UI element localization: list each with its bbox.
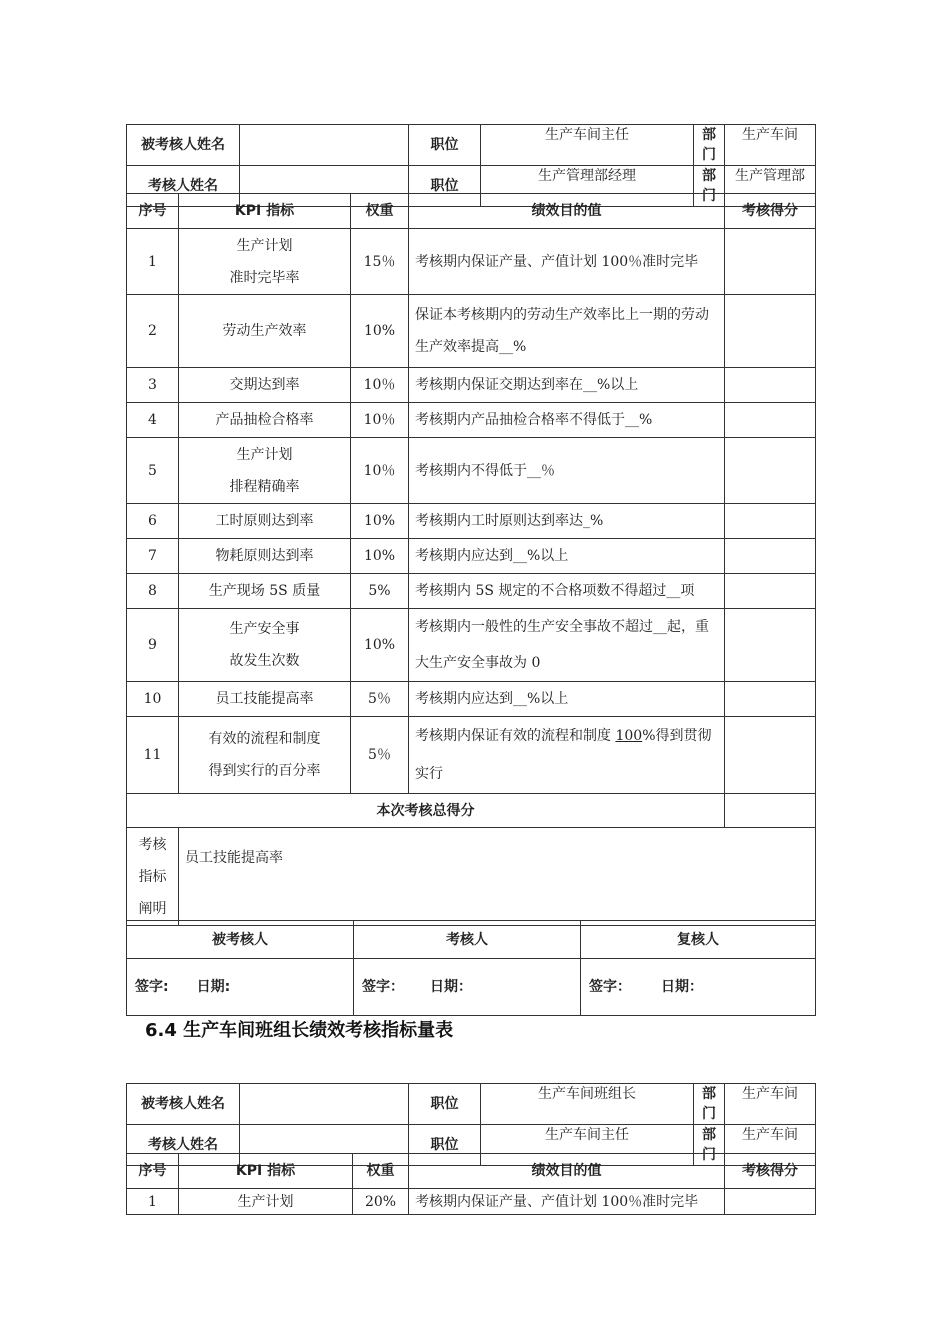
date-label: 日期： <box>661 979 703 995</box>
assessee-dept-value: 生产车间 <box>725 1084 816 1125</box>
date-label: 日期： <box>430 979 472 995</box>
header-target: 绩效目的值 <box>409 194 725 229</box>
assessee-name-label: 被考核人姓名 <box>127 125 240 166</box>
dept-label: 部门 <box>694 166 725 207</box>
row-kpi <box>179 609 351 682</box>
sign-label: 签字： <box>589 979 631 995</box>
assessor-position-value: 生产管理部经理 <box>481 166 694 207</box>
kpi-line: 准时完毕率 <box>229 269 300 286</box>
row-no: 7 <box>127 539 179 574</box>
row-target: 考核期内一般性的生产安全事故不超过__起，重大生产安全事故为 0 <box>409 609 725 682</box>
row-weight: 10％ <box>351 368 409 403</box>
assessee-name-label: 被考核人姓名 <box>127 1084 240 1125</box>
row-target: 考核期内保证产量、产值计划 100％准时完毕 <box>409 1189 725 1215</box>
position-label: 职位 <box>409 125 481 166</box>
header-kpi: KPI 指标 <box>179 194 351 229</box>
row-no: 1 <box>127 229 179 295</box>
header-target: 绩效目的值 <box>409 1154 725 1189</box>
row-score[interactable] <box>725 403 816 438</box>
assessor-position-value: 生产车间主任 <box>481 1125 694 1166</box>
sign-header-assessee: 被考核人 <box>127 921 354 959</box>
row-score[interactable] <box>725 295 816 368</box>
sign-header-reviewer: 复核人 <box>581 921 816 959</box>
row-no: 2 <box>127 295 179 368</box>
row-kpi <box>179 229 351 295</box>
row-kpi: 劳动生产效率 <box>179 295 351 368</box>
target-text: %得到贯彻实行 <box>415 728 712 782</box>
row-no: 4 <box>127 403 179 438</box>
row-weight: 15％ <box>351 229 409 295</box>
header-no: 序号 <box>127 1154 179 1189</box>
assessee-name-field[interactable] <box>240 125 409 166</box>
row-no: 8 <box>127 574 179 609</box>
kpi-line: 排程精确率 <box>229 478 300 495</box>
row-kpi: 产品抽检合格率 <box>179 403 351 438</box>
note-label-line: 考核 <box>138 836 167 853</box>
table-row <box>127 403 816 438</box>
header-score: 考核得分 <box>725 1154 816 1189</box>
header-weight: 权重 <box>351 194 409 229</box>
note-label-line: 阐明 <box>138 900 167 917</box>
row-kpi: 员工技能提高率 <box>179 682 351 717</box>
row-weight: 10％ <box>351 438 409 504</box>
row-no: 3 <box>127 368 179 403</box>
row-no: 9 <box>127 609 179 682</box>
kpi-table-workshop-director-body <box>126 193 816 926</box>
table-row <box>127 539 816 574</box>
target-underlined: 100 <box>615 728 643 744</box>
sign-cell-assessor[interactable] <box>354 959 581 1016</box>
row-target: 保证本考核期内的劳动生产效率比上一期的劳动生产效率提高__% <box>409 295 725 368</box>
header-no: 序号 <box>127 194 179 229</box>
row-score[interactable] <box>725 504 816 539</box>
assessee-position-value: 生产车间班组长 <box>481 1084 694 1125</box>
assessor-dept-value: 生产管理部 <box>725 166 816 207</box>
row-weight: 20% <box>353 1189 409 1215</box>
row-target: 考核期内应达到__%以上 <box>409 682 725 717</box>
row-target: 考核期内 5S 规定的不合格项数不得超过__项 <box>409 574 725 609</box>
row-weight: 10% <box>351 504 409 539</box>
header-kpi: KPI 指标 <box>179 1154 353 1189</box>
row-no: 1 <box>127 1189 179 1215</box>
table-row <box>127 504 816 539</box>
note-text: 员工技能提高率 <box>179 828 816 926</box>
kpi-line: 得到实行的百分率 <box>208 763 321 779</box>
row-no: 5 <box>127 438 179 504</box>
assessee-position-value: 生产车间主任 <box>481 125 694 166</box>
date-label: 日期: <box>196 979 231 995</box>
row-kpi: 生产现场 5S 质量 <box>179 574 351 609</box>
table-row <box>127 229 816 295</box>
assessor-name-label: 考核人姓名 <box>127 1125 240 1166</box>
sign-label: 签字: <box>135 979 169 995</box>
row-score[interactable] <box>725 1189 816 1215</box>
section-heading: 6.4 生产车间班组长绩效考核指标量表 <box>145 1020 454 1041</box>
row-no: 11 <box>127 717 179 794</box>
sign-cell-assessee[interactable] <box>127 959 354 1016</box>
table-row <box>127 368 816 403</box>
row-score[interactable] <box>725 682 816 717</box>
position-label: 职位 <box>409 166 481 207</box>
row-kpi: 工时原则达到率 <box>179 504 351 539</box>
table-row <box>127 1189 816 1215</box>
note-label-line: 指标 <box>138 868 167 885</box>
table-row <box>127 295 816 368</box>
table-row <box>127 682 816 717</box>
row-score[interactable] <box>725 539 816 574</box>
total-score-field[interactable] <box>725 794 816 828</box>
row-score[interactable] <box>725 717 816 794</box>
row-weight: 10% <box>351 539 409 574</box>
position-label: 职位 <box>409 1084 481 1125</box>
target-text: 考核期内保证有效的流程和制度 <box>415 728 616 744</box>
assessee-dept-value: 生产车间 <box>725 125 816 166</box>
row-weight: 5％ <box>351 682 409 717</box>
row-target <box>409 717 725 794</box>
signature-table <box>126 920 816 1016</box>
sign-label: 签字： <box>362 979 404 995</box>
kpi-line: 有效的流程和制度 <box>208 731 321 747</box>
row-weight: 10％ <box>351 403 409 438</box>
row-score[interactable] <box>725 368 816 403</box>
row-score[interactable] <box>725 438 816 504</box>
assessor-dept-value: 生产车间 <box>725 1125 816 1166</box>
table-row <box>127 574 816 609</box>
kpi-line: 故发生次数 <box>229 653 300 669</box>
row-target: 考核期内保证产量、产值计划 100％准时完毕 <box>409 229 725 295</box>
position-label: 职位 <box>409 1125 481 1166</box>
kpi-line: 生产计划 <box>236 446 293 463</box>
table-row <box>127 438 816 504</box>
row-target: 考核期内应达到__%以上 <box>409 539 725 574</box>
table-row <box>127 717 816 794</box>
row-weight: 5% <box>351 574 409 609</box>
row-target: 考核期内不得低于__％ <box>409 438 725 504</box>
row-weight: 5％ <box>351 717 409 794</box>
row-kpi: 物耗原则达到率 <box>179 539 351 574</box>
total-score-label: 本次考核总得分 <box>127 794 725 828</box>
row-score[interactable] <box>725 609 816 682</box>
header-weight: 权重 <box>353 1154 409 1189</box>
dept-label: 部门 <box>694 1125 725 1166</box>
row-kpi <box>179 717 351 794</box>
row-no: 10 <box>127 682 179 717</box>
row-weight: 10% <box>351 609 409 682</box>
row-score[interactable] <box>725 229 816 295</box>
row-target: 考核期内工时原则达到率达_% <box>409 504 725 539</box>
row-target: 考核期内保证交期达到率在__%以上 <box>409 368 725 403</box>
row-kpi: 生产计划 <box>179 1189 353 1215</box>
dept-label: 部门 <box>694 125 725 166</box>
assessee-name-field[interactable] <box>240 1084 409 1125</box>
row-target: 考核期内产品抽检合格率不得低于__% <box>409 403 725 438</box>
row-kpi <box>179 438 351 504</box>
row-weight: 10% <box>351 295 409 368</box>
header-score: 考核得分 <box>725 194 816 229</box>
sign-cell-reviewer[interactable] <box>581 959 816 1016</box>
dept-label: 部门 <box>694 1084 725 1125</box>
kpi-line: 生产安全事 <box>229 621 300 637</box>
assessor-name-label: 考核人姓名 <box>127 166 240 207</box>
kpi-table-team-leader-body <box>126 1153 816 1215</box>
row-kpi: 交期达到率 <box>179 368 351 403</box>
row-no: 6 <box>127 504 179 539</box>
row-score[interactable] <box>725 574 816 609</box>
kpi-line: 生产计划 <box>236 237 293 254</box>
table-row <box>127 609 816 682</box>
sign-header-assessor: 考核人 <box>354 921 581 959</box>
note-label <box>127 828 179 926</box>
